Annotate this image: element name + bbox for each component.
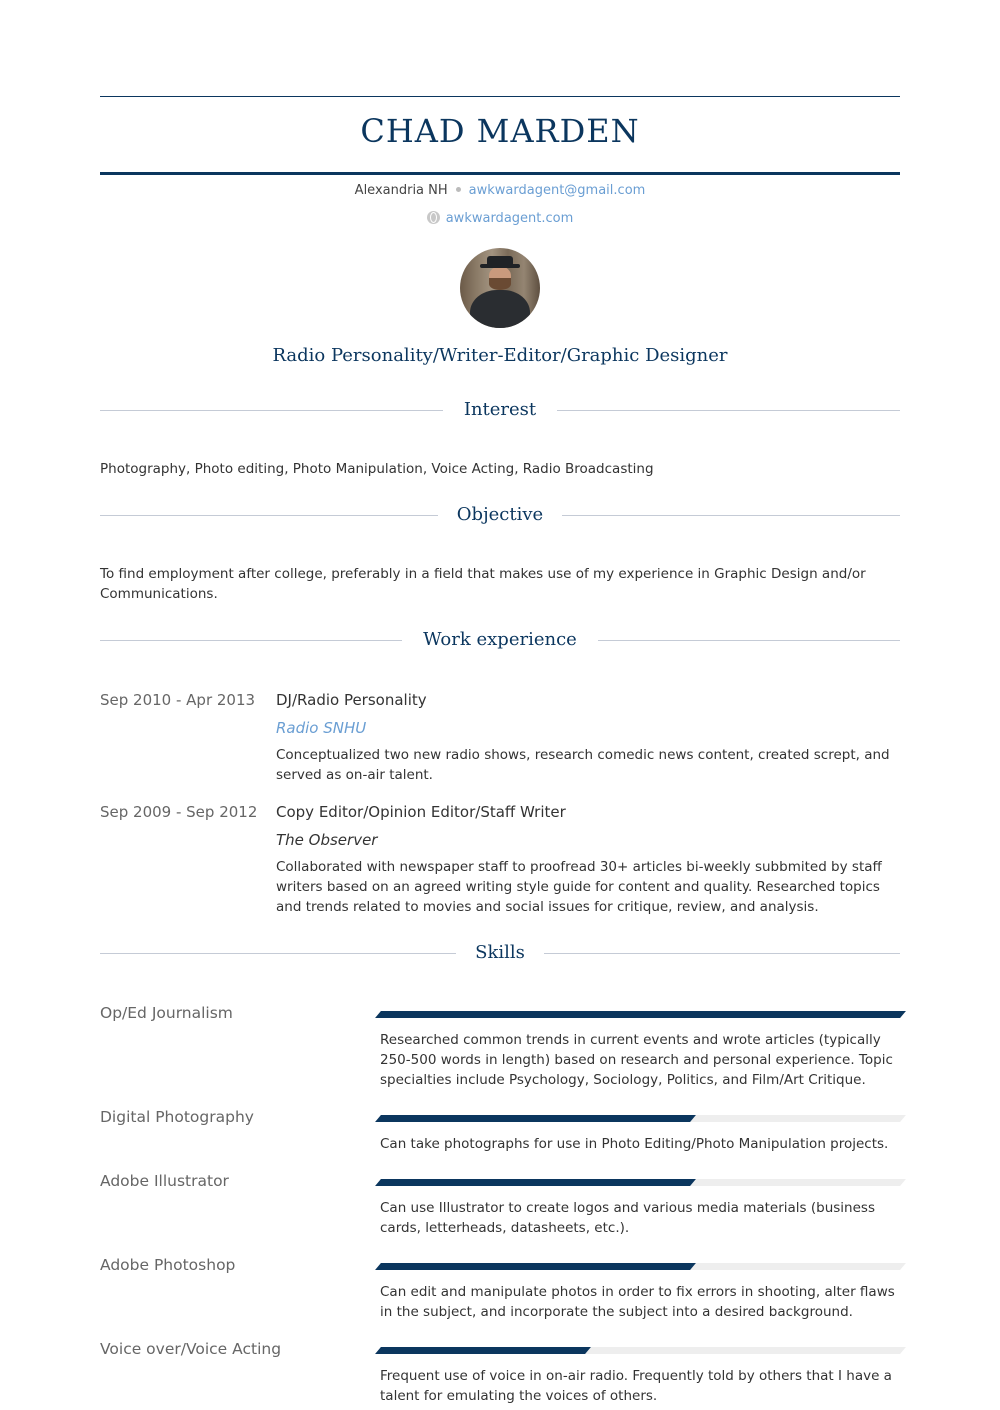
section-heading-objective: [100, 502, 900, 528]
skill-name: Op/Ed Journalism: [100, 1004, 233, 1022]
candidate-name: CHAD MARDEN: [360, 112, 640, 150]
skill-level-bar: [375, 1347, 906, 1354]
location: Alexandria NH: [354, 183, 448, 198]
job-role: Copy Editor/Opinion Editor/Staff Writer: [276, 803, 566, 821]
skill-description: Researched common trends in current events and wrote articles (typically 250-500 words in length) based on research and personal experience. Topic specialties include Psychology, Sociology, Politics, and Film/Art Critique.: [380, 1032, 893, 1088]
email-link[interactable]: awkwardagent@gmail.com: [468, 183, 646, 198]
job-dates: Sep 2009 - Sep 2012: [100, 803, 258, 821]
job-organization: The Observer: [276, 831, 378, 849]
skill-name: Voice over/Voice Acting: [100, 1340, 282, 1358]
skill-level-fill: [375, 1179, 696, 1186]
globe-icon: [427, 211, 440, 224]
skill-description: Can take photographs for use in Photo Editing/Photo Manipulation projects.: [380, 1136, 889, 1152]
section-heading-work: [100, 627, 900, 653]
skill-description: Can edit and manipulate photos in order to fix errors in shooting, alter flaws in the subject, and incorporate the subject into a desired background.: [380, 1284, 895, 1320]
header-bottom-rule: [100, 172, 900, 175]
job-organization-link[interactable]: Radio SNHU: [276, 719, 367, 737]
headline: Radio Personality/Writer-Editor/Graphic Designer: [272, 345, 728, 366]
skill-level-bar: [375, 1115, 906, 1122]
contact-line: [100, 183, 900, 199]
section-title: Work experience: [423, 629, 577, 650]
skill-level-bar: [375, 1263, 906, 1270]
job-dates: Sep 2010 - Apr 2013: [100, 691, 256, 709]
section-title: Skills: [475, 942, 525, 963]
avatar: [460, 248, 540, 328]
skill-level-bar: [375, 1179, 906, 1186]
section-title: Interest: [463, 399, 537, 420]
job-description: Conceptualized two new radio shows, research comedic news content, created scrept, and served as on-air talent.: [276, 747, 890, 783]
skill-level-bar: [375, 1011, 906, 1018]
skill-description: Can use Illustrator to create logos and various media materials (business cards, letterheads, datasheets, etc.).: [380, 1200, 875, 1236]
skill-level-fill: [375, 1347, 591, 1354]
header-top-rule: [100, 96, 900, 97]
skill-name: Digital Photography: [100, 1108, 254, 1126]
skill-level-fill: [375, 1263, 696, 1270]
section-heading-interest: [100, 397, 900, 423]
interest-text: Photography, Photo editing, Photo Manipulation, Voice Acting, Radio Broadcasting: [100, 461, 654, 477]
skill-name: Adobe Photoshop: [100, 1256, 236, 1274]
section-heading-skills: [100, 940, 900, 966]
skill-description: Frequent use of voice in on-air radio. Frequently told by others that I have a talent for emulating the voices of others.: [380, 1368, 892, 1404]
skill-level-fill: [375, 1115, 696, 1122]
resume-page: [100, 0, 900, 1410]
skill-name: Adobe Illustrator: [100, 1172, 229, 1190]
job-role: DJ/Radio Personality: [276, 691, 427, 709]
job-description: Collaborated with newspaper staff to proofread 30+ articles bi-weekly subbmited by staff writers based on an agreed writing style guide for content and quality. Researched topics and trends related to movies and social issues for critique, review, and analysis.: [276, 859, 882, 915]
website-link[interactable]: awkwardagent.com: [445, 211, 574, 226]
objective-text: To find employment after college, preferably in a field that makes use of my experience in Graphic Design and/or Communications.: [100, 566, 866, 602]
section-title: Objective: [456, 504, 544, 525]
skill-level-fill: [375, 1011, 906, 1018]
separator-dot-icon: [456, 187, 461, 192]
website-line: [100, 211, 900, 227]
